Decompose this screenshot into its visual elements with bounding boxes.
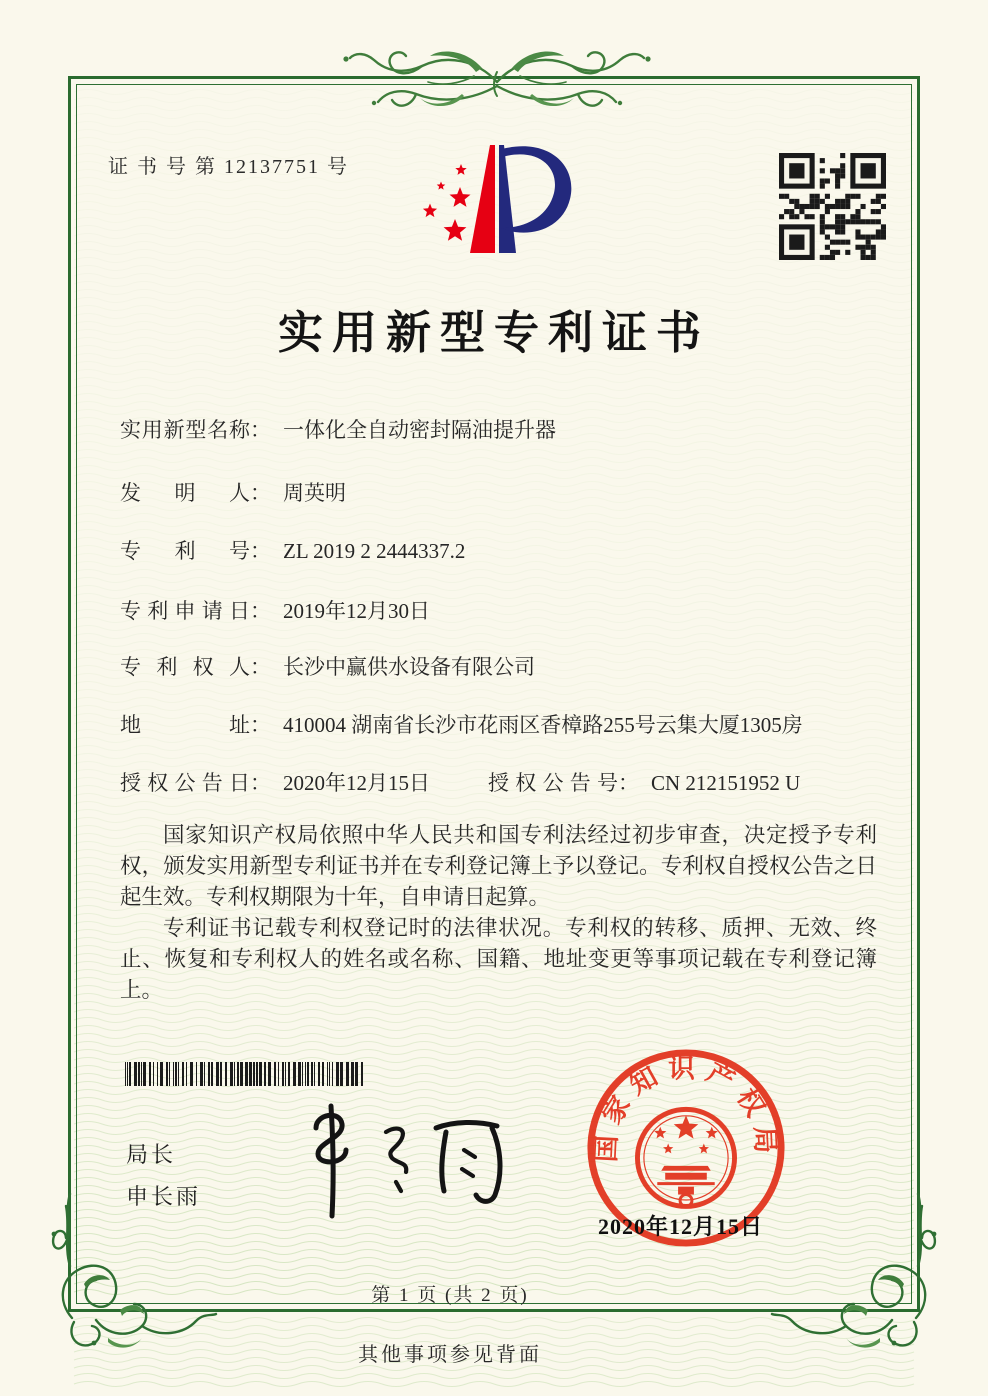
- field-label: 地址: [120, 713, 250, 737]
- page-info: 第 1 页 (共 2 页): [371, 1285, 529, 1306]
- field-value: 周英明: [283, 481, 346, 505]
- footer-note: 其他事项参见背面: [358, 1344, 542, 1366]
- field-row-address: [120, 709, 803, 739]
- legal-paragraph-1: 国家知识产权局依照中华人民共和国专利法经过初步审查，决定授予专利权，颁发实用新型专利证书并在专利登记簿上予以登记。专利权自授权公告之日起生效。专利权期限为十年，自申请日起算。: [120, 823, 877, 909]
- field-label: 专利权人: [120, 655, 250, 679]
- field-value: ZL 2019 2 2444337.2: [283, 539, 466, 563]
- field-colon: ：: [250, 655, 271, 679]
- shen-changyu-signature: [268, 1098, 523, 1230]
- field-colon: ：: [618, 771, 639, 795]
- legal-text: [120, 820, 877, 1006]
- field-value: 410004 湖南省长沙市花雨区香樟路255号云集大厦1305房: [283, 713, 803, 737]
- field-list: [120, 414, 900, 814]
- field-colon: ：: [250, 713, 271, 737]
- field-value: 长沙中赢供水设备有限公司: [283, 655, 535, 679]
- field-row-patent-no: [120, 535, 465, 565]
- field-row-grant-date: [120, 767, 801, 797]
- field-label: 专利号: [120, 539, 250, 563]
- svg-text:国家知识产权局: 国家知识产权局: [590, 1053, 782, 1163]
- field-colon: ：: [250, 481, 271, 505]
- field-label: 实用新型名称: [120, 418, 250, 442]
- field-row-patentee: [120, 651, 535, 681]
- field-colon: ：: [250, 599, 271, 623]
- top-center-flourish: [330, 42, 664, 132]
- field-label: 专利申请日: [120, 599, 250, 623]
- signer-title: 局长: [126, 1142, 177, 1167]
- field-value: 2019年12月30日: [283, 599, 430, 623]
- qr-code: [779, 153, 886, 260]
- national-emblem: [637, 1109, 734, 1206]
- signer-name: 申长雨: [126, 1184, 202, 1209]
- field-label: 发明人: [120, 481, 250, 505]
- grant-number-label: 授权公告号: [488, 771, 618, 795]
- field-row-inventor: [120, 477, 346, 507]
- legal-paragraph-2: 专利证书记载专利权登记时的法律状况。专利权的转移、质押、无效、终止、恢复和专利权人的姓名或名称、国籍、地址变更等事项记载在专利登记簿上。: [120, 916, 877, 1002]
- field-colon: ：: [250, 539, 271, 563]
- field-colon: ：: [250, 771, 271, 795]
- barcode: [125, 1062, 369, 1086]
- field-colon: ：: [250, 418, 271, 442]
- field-label: 授权公告日: [120, 771, 250, 795]
- cnipa-logo-icon: [398, 133, 603, 293]
- grant-number-value: CN 212151952 U: [651, 771, 801, 795]
- seal-date: 2020年12月15日: [598, 1214, 764, 1239]
- field-row-filing-date: [120, 595, 430, 625]
- logo-column-red: [470, 145, 495, 253]
- field-value: 一体化全自动密封隔油提升器: [283, 418, 556, 442]
- logo-column-blue: [499, 145, 516, 253]
- certificate-number: 证 书 号 第 12137751 号: [108, 156, 349, 178]
- field-value: 2020年12月15日: [283, 771, 430, 795]
- grant-number-pair: [488, 767, 800, 797]
- certificate-title: 实用新型专利证书: [277, 308, 710, 358]
- field-row-name: [120, 414, 556, 444]
